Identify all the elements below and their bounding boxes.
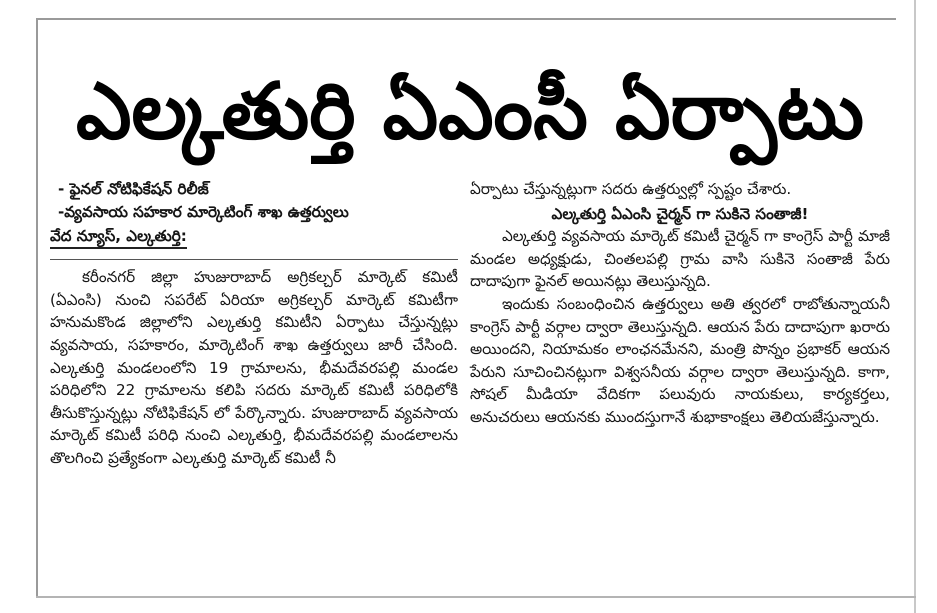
- frame-bottom-border: [36, 596, 916, 598]
- frame-left-border: [36, 18, 38, 596]
- left-column: [50, 178, 458, 470]
- bullet-point: -వ్యవసాయ సహకార మార్కెటింగ్ శాఖ ఉత్తర్వులు: [58, 202, 349, 221]
- subheading: ఎల్కతుర్తి ఏఎంసి చైర్మన్ గా సుకినె సంతాజీ!: [551, 204, 809, 223]
- article-paragraph: ఇందుకు సంబంధించిన ఉత్తర్వులు అతి త్వరలో రాబోతున్నాయనీ కాంగ్రెస్ పార్టీ వర్గాల ద్వారా తెలుస్తున్నది. ఆయన పేరు దాదాపుగా ఖరారు అయిందని, నియామకం లాంఛనమేనని, మంత్రి పొన్నం ప్రభాకర్ ఆయన పేరుని సూచించినట్లుగా విశ్వసనీయ వర్గాల ద్వారా తెలుస్తున్నది. కాగా, సోషల్ మీడియా వేదికగా పలువురు నాయకులు, కార్యకర్తలు, అనుచరులు ఆయనకు ముందస్తుగానే శుభాకాంక్షలు తెలియజేస్తున్నారు.: [470, 294, 890, 426]
- dateline: వేద న్యూస్, ఎల్కతుర్తి:: [50, 225, 187, 249]
- article-paragraph: కరీంనగర్ జిల్లా హుజురాబాద్ అగ్రికల్చర్ మార్కెట్ కమిటీ (ఏఎంసి) నుంచి సపరేట్ ఏరియా అగ్రికల్చర్ మార్కెట్ కమిటీగా హనుమకొండ జిల్లాలోని ఎల్కతుర్తి కమిటీని ఏర్పాటు చేస్తున్నట్లు వ్యవసాయ, సహకారం, మార్కెటింగ్ శాఖ ఉత్తర్వులు జారీ చేసింది. ఎల్కతుర్తి మండలంలోని 19 గ్రామాలను, భీమదేవరపల్లి మండల పరిధిలోని 22 గ్రామాలను కలిపి సదరు మార్కెట్ కమిటీ పరిధిలోకి తీసుకొస్తున్నట్లు నోటిఫికేషన్ లో పేర్కొన్నారు. హుజురాబాద్ వ్యవసాయ మార్కెట్ కమిటీ పరిధి నుంచి ఎల్కతుర్తి, భీమదేవరపల్లి మండలాలను తొలగించి ప్రత్యేకంగా ఎల్కతుర్తి మార్కెట్ కమిటీ నీ: [50, 259, 458, 469]
- frame-top-border: [36, 18, 896, 20]
- article-paragraph: ఎల్కతుర్తి వ్యవసాయ మార్కెట్ కమిటీ చైర్మన్ గా కాంగ్రెస్ పార్టీ మాజీ మండల అధ్యక్షుడు, చింతలపల్లి గ్రామ వాసి సుకినె సంతాజీ పేరు దాదాపుగా ఫైనల్ అయినట్లు తెలుస్తున్నది.: [470, 227, 890, 291]
- continuation-line: ఏర్పాటు చేస్తున్నట్లుగా సదరు ఉత్తర్వుల్లో స్పష్టం చేశారు.: [470, 180, 792, 198]
- bullet-point: - ఫైనల్ నోటిఫికేషన్ రిలీజ్: [58, 180, 209, 198]
- right-column: [470, 178, 890, 429]
- frame-right-border: [914, 0, 916, 613]
- headline: ఎల్కతుర్తి ఏఎంసీ ఏర్పాటు: [76, 67, 864, 157]
